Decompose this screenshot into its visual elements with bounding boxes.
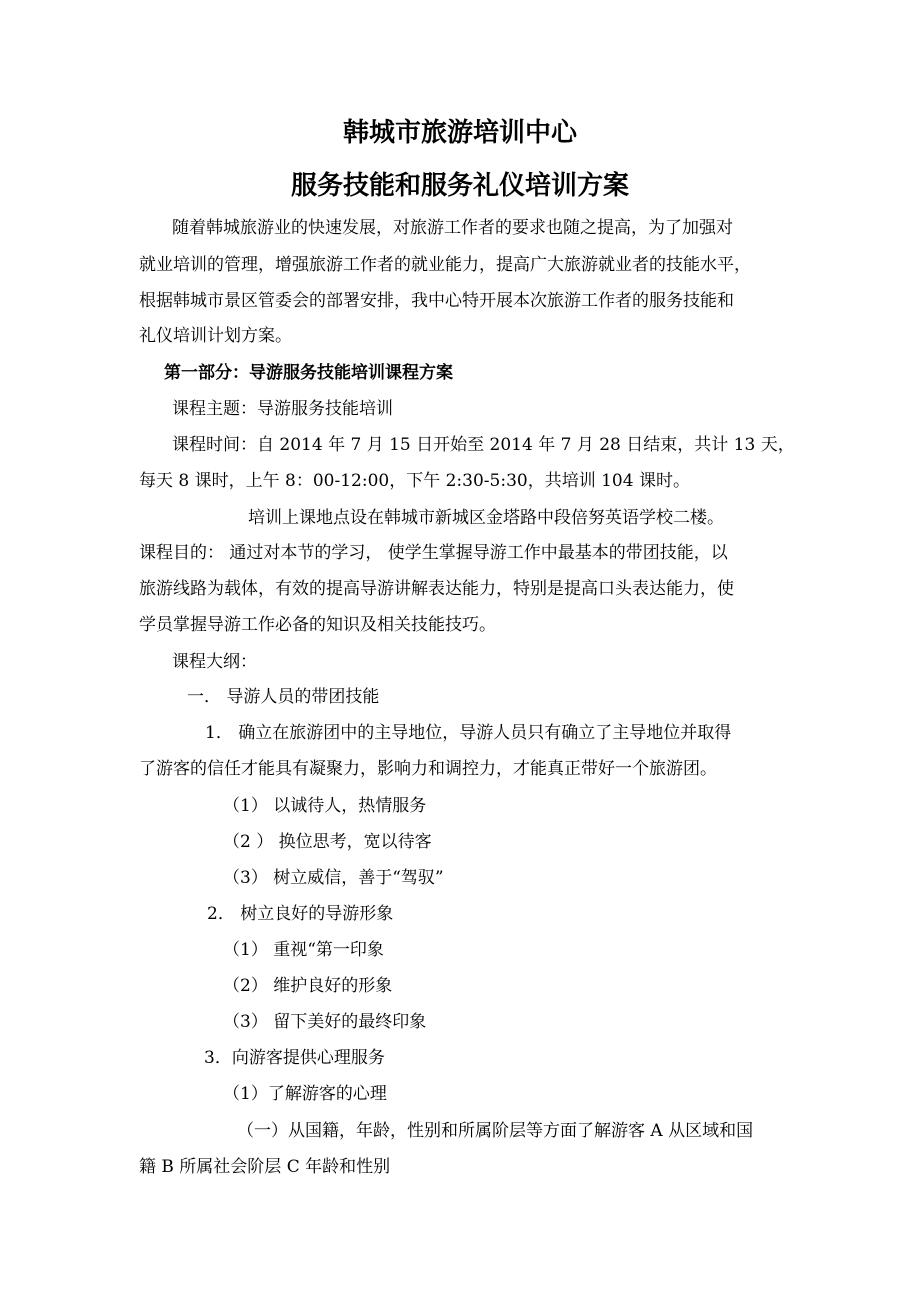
item-1-sub-2: （2 ） 换位思考，宽以待客 bbox=[223, 832, 432, 852]
outline-label: 课程大纲： bbox=[172, 652, 257, 672]
item-3-sub-1: （1）了解游客的心理 bbox=[223, 1084, 387, 1104]
course-goal-line-2: 旅游线路为载体，有效的提高导游讲解表达能力，特别是提高口头表达能力，使 bbox=[139, 579, 734, 599]
intro-line-1: 随着韩城旅游业的快速发展，对旅游工作者的要求也随之提高，为了加强对 bbox=[172, 218, 733, 238]
course-time-line-1: 课程时间：自 2014 年 7 月 15 日开始至 2014 年 7 月 28 日结束，共计 13 天， bbox=[172, 435, 795, 455]
intro-line-2: 就业培训的管理，增强旅游工作者的就业能力，提高广大旅游就业者的技能水平， bbox=[139, 255, 751, 275]
item-2-sub-2: （2） 维护良好的形象 bbox=[223, 976, 393, 996]
part1-heading: 第一部分：导游服务技能培训课程方案 bbox=[164, 363, 453, 383]
item-2: 2． 树立良好的导游形象 bbox=[207, 904, 394, 924]
item-3-detail-line-2: 籍 B 所属社会阶层 C 年龄和性别 bbox=[139, 1157, 391, 1177]
item-1-sub-1: （1） 以诚待人，热情服务 bbox=[223, 796, 427, 816]
item-1-line-1: 1． 确立在旅游团中的主导地位，导游人员只有确立了主导地位并取得 bbox=[205, 723, 732, 743]
intro-line-4: 礼仪培训计划方案。 bbox=[139, 326, 292, 346]
course-location: 培训上课地点设在韩城市新城区金塔路中段倍努英语学校二楼。 bbox=[248, 508, 724, 528]
item-2-sub-3: （3） 留下美好的最终印象 bbox=[223, 1012, 427, 1032]
document-title-line-1: 韩城市旅游培训中心 bbox=[342, 118, 577, 148]
item-1-sub-3: （3） 树立威信，善于“驾驭” bbox=[223, 868, 444, 888]
course-time-line-2: 每天 8 课时，上午 8：00-12:00，下午 2:30-5:30，共培训 104 课时。 bbox=[139, 471, 690, 491]
section-1-heading: 一． 导游人员的带团技能 bbox=[187, 687, 380, 707]
intro-line-3: 根据韩城市景区管委会的部署安排，我中心特开展本次旅游工作者的服务技能和 bbox=[139, 291, 734, 311]
item-3: 3．向游客提供心理服务 bbox=[204, 1048, 385, 1068]
course-goal-line-3: 学员掌握导游工作必备的知识及相关技能技巧。 bbox=[139, 615, 496, 635]
item-3-detail-line-1: （一）从国籍，年龄，性别和所属阶层等方面了解游客 A 从区域和国 bbox=[237, 1121, 754, 1141]
item-1-line-2: 了游客的信任才能具有凝聚力，影响力和调控力，才能真正带好一个旅游团。 bbox=[139, 759, 717, 779]
item-2-sub-1: （1） 重视“第一印象 bbox=[223, 940, 384, 960]
course-topic: 课程主题：导游服务技能培训 bbox=[172, 399, 393, 419]
document-title-line-2: 服务技能和服务礼仪培训方案 bbox=[290, 171, 629, 201]
course-goal-line-1: 课程目的： 通过对本节的学习， 使学生掌握导游工作中最基本的带团技能，以 bbox=[139, 543, 728, 563]
